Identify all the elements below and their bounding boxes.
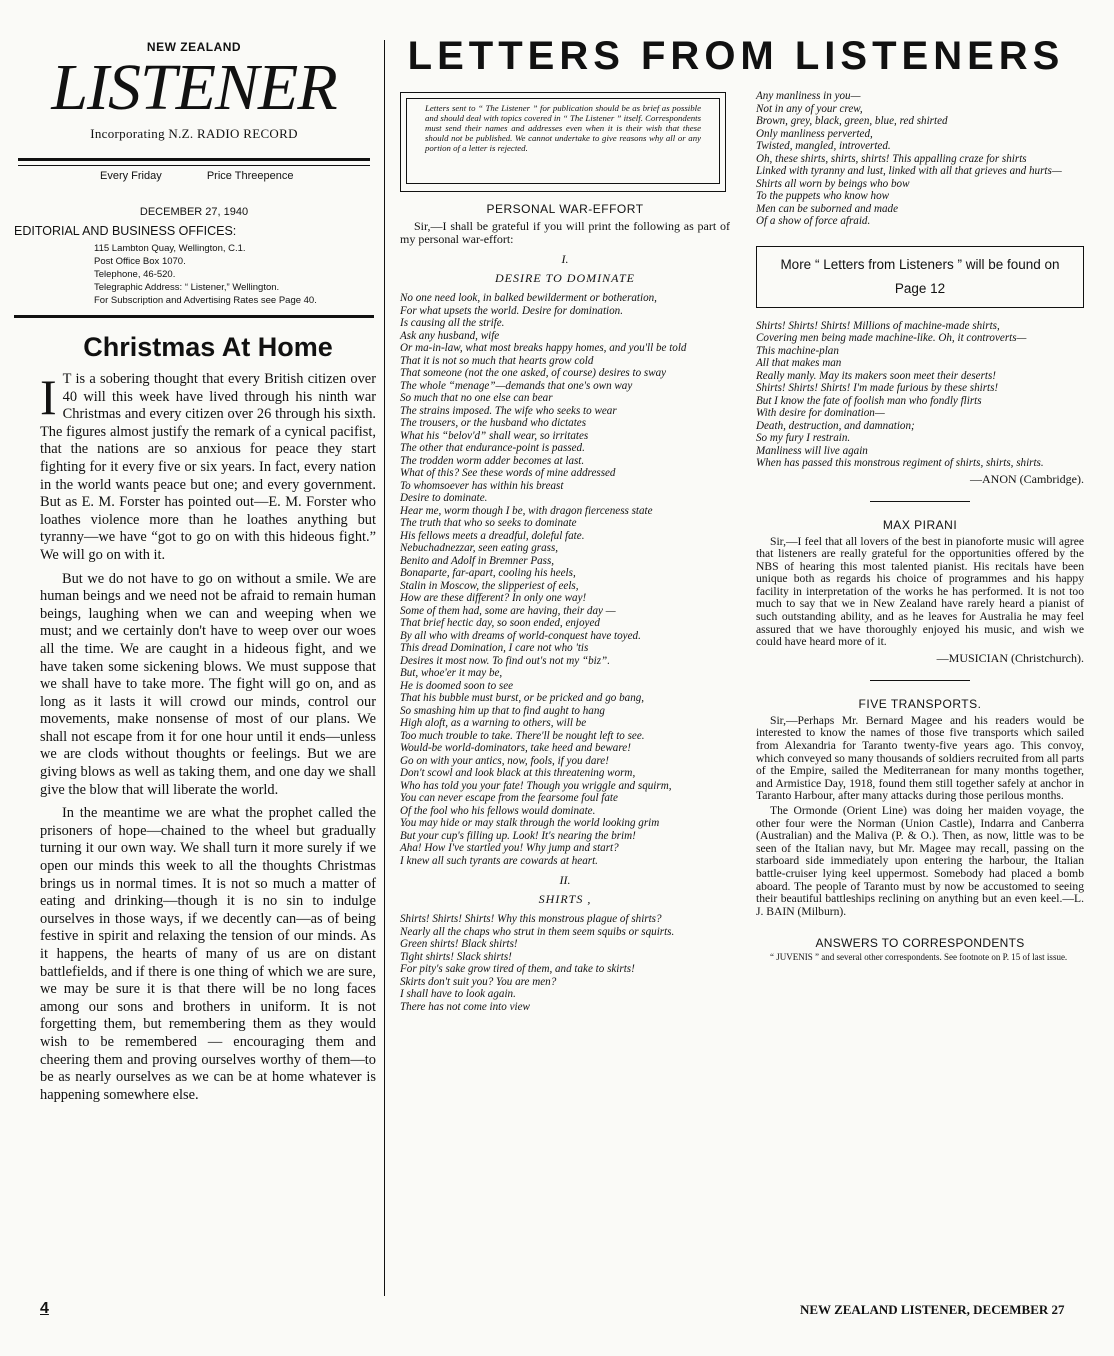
editorial-paragraph: But we do not have to go on without a smile. We are human beings and we need not be afraid to remain human beings, laughing when we can and weeping when we must; and we certainly don't have to weep over our woes all the time. We are caught in a hideous fight, and we have taken some sickening blows. We must suppose that we shall have to take more. The fight will go on, and as long as it lasts it will crowd our minds, control our movements, make nonsense of most of our plans. We shall not escape from it for one hour until it ends—unless we are clods without thoughts or feelings. But we are giving blows as well as taking them, and one day we shall give the blow that will liberate the world. [40,570,376,798]
poem-line: With desire for domination— [756,407,885,419]
poem-line: The trousers, or the husband who dictates [400,417,587,429]
poem-desire-to-dominate [400,292,730,867]
poem-line: So much that no one else can bear [400,392,553,404]
letter-intro: Sir,—I shall be grateful if you will print the following as part of my personal war-effort: [400,219,730,246]
every-friday: Every Friday [100,170,162,182]
letter-signature: —ANON (Cambridge). [970,471,1084,486]
poem-line: Only manliness perverted, [756,127,873,140]
poem-line: You may hide or may stalk through the world looking grim [400,817,660,829]
editorial-paragraph: In the meantime we are what the prophet called the prisoners of hope—chained to the wheel but gradually turning it our own way. We shall turn it more surely if we open our minds this week to all the thoughts Christmas brings us in normal times. It is not so much a matter of eating and drinking—though it is no sin to indulge ourselves in those ways, if we decently can—as of being festive in spirit and relaxing the tension of our minds. As it happens, the hearts of many of us are on distant battlefields, and if there is one thing of which we are sure, we may be sure it is that there will be no long faces among our sons and brothers in uniform. It is not forgetting them, but remembering them as they would wish to be remembered — encouraging them and cheering them and proving ourselves worthy of them—to be as nearly ourselves as we can be at home whatever is happening somewhere else. [40,805,376,1103]
poem-line: Is causing all the strife. [400,317,505,329]
drop-cap: I [40,369,57,425]
poem-line: I knew all such tyrants are cowards at heart. [400,854,598,867]
answers-heading: ANSWERS TO CORRESPONDENTS [815,936,1025,951]
poem-line: Desires it most now. To find out's not my “biz”. [400,654,610,667]
poem-line: For what upsets the world. Desire for domination. [400,304,624,317]
masthead-bottom-rule [14,315,374,318]
poem-line: This dread Domination, I care not who 'tis [400,642,589,654]
poem-line: Men can be suborned and made [756,202,899,215]
poem-line: Death, destruction, and damnation; [756,419,915,432]
poem-line: Desire to dominate. [400,492,488,504]
offices-heading: EDITORIAL AND BUSINESS OFFICES: [14,224,237,238]
poem-line: Really manly. May its makers soon meet their deserts! [756,369,997,382]
notice-box [400,92,726,192]
poem-title: DESIRE TO DOMINATE [495,271,635,285]
poem-line: But, whoe'er it may be, [400,667,503,679]
poem-line: To whomsoever has within his breast [400,479,564,492]
masthead-incorporating: Incorporating N.Z. RADIO RECORD [90,126,298,141]
masthead-title: LISTENER [51,51,337,124]
poem-line: Brown, grey, black, green, blue, red shirted [756,115,948,127]
poem-line: Stalin in Moscow, the slipperiest of eels, [400,579,579,592]
section-number: II. [559,873,571,887]
answers-body: “ JUVENIS ” and several other correspondents. See footnote on P. 15 of last issue. [770,952,1068,963]
poem-line: Not in any of your crew, [756,102,863,115]
letter-signature: —MUSICIAN (Christchurch). [936,650,1084,665]
office-address [14,242,374,307]
poem-line: Nebuchadnezzar, seen eating grass, [400,542,559,554]
poem-line: I shall have to look again. [400,988,516,1000]
masthead-nz: NEW ZEALAND [146,40,242,54]
editorial-title: Christmas At Home [83,332,333,362]
letter-heading: FIVE TRANSPORTS. [858,696,982,711]
poem-line: Linked with tyranny and lust, linked with all that grieves and hurts— [756,165,1062,177]
poem-line: High aloft, as a warning to others, will be [400,717,587,729]
poem-line: Hear me, worm though I be, with dragon fierceness state [400,504,653,517]
poem-line: How are these different? In only one way! [400,592,587,604]
poem-line: This machine-plan [756,344,839,357]
letter-body: The Ormonde (Orient Line) was doing her maiden voyage, the other four were the Norman (Union Castle), Indarra and Canberra (Australian) and the Maliva (P. & O.). Then, as now, little was to be seen of the Italian navy, but Mr. Magee may recall, passing on the starboard side immediately upon entering the harbour, the Italian battle-cruiser lying keel uppermost. Somebody had placed a bomb aboard. The people of Taranto must by now be accustomed to seeing their beautiful battleships reclining on anything but an even keel.—L. J. BAIN (Milburn). [756,804,1084,918]
poem-line: The truth that who so seeks to dominate [400,517,577,529]
address-line: Telegraphic Address: “ Listener,” Wellington. [94,282,280,293]
poem-line: What his “belov'd” shall wear, so irritates [400,429,589,442]
letter-body: Sir,—Perhaps Mr. Bernard Magee and his readers would be interested to know the names of those five transports which sailed from Alexandria for Taranto twenty-five years ago. This convoy, which conveyed so many thousands of soldiers recruited from all parts of the Empire, sailed the Mediterranean for many months together, and Armistice Day, 1918, found them still together safely at anchor in Taranto Harbour, after many attacks during those perilous months. [756,713,1084,803]
poem-line: Or ma-in-law, what most breaks happy homes, and you'll be told [400,342,687,354]
poem-line: That brief hectic day, so soon ended, enjoyed [400,617,600,629]
poem-line: Shirts! Shirts! Shirts! I'm made furious by these shirts! [756,382,999,394]
poem-line: Manliness will live again [756,444,868,457]
poem-line: The strains imposed. The wife who seeks to wear [400,404,617,417]
masthead [14,40,374,318]
poem-line: Nearly all the chaps who strut in them seem squibs or squirts. [400,925,675,938]
poem-line: Ask any husband, wife [400,329,500,342]
poem-line: To the puppets who know how [756,190,890,202]
letters-right-column [756,90,1084,962]
address-line: 115 Lambton Quay, Wellington, C.1. [94,243,246,254]
section-number: I. [561,252,569,266]
page-number: 4 [40,1300,49,1317]
price: Price Threepence [206,170,294,182]
poem-line: Oh, these shirts, shirts, shirts! This appalling craze for shirts [756,152,1027,165]
separator-rule [870,680,970,681]
masthead-publication-line [14,170,374,182]
poem-line: Go on with your antics, now, fools, if you dare! [400,754,609,767]
poem-line: For pity's sake grow tired of them, and take to skirts! [400,963,635,975]
poem-line: Benito and Adolf in Bremner Pass, [400,554,555,567]
letter-heading: MAX PIRANI [882,517,958,532]
issue-date: DECEMBER 27, 1940 [139,206,249,218]
address-line: Post Office Box 1070. [94,256,186,267]
poem-line: Aha! How I've startled you! Why jump and start? [400,842,619,854]
poem-line: So my fury I restrain. [756,432,851,444]
address-line: Telephone, 46-520. [94,269,176,280]
editorial [40,332,376,1104]
poem-line: But your cup's filling up. Look! It's nearing the brim! [400,829,636,842]
poem-line: You can never escape from the fearsome foul fate [400,792,618,804]
poem-line: Any manliness in you— [756,90,861,102]
poem-line: He is doomed soon to see [400,679,514,692]
poem-line: The whole “menage”—demands that one's own way [400,379,633,392]
editorial-paragraph-text: T is a sobering thought that every British citizen over 40 will this week have lived through his ninth war Christmas and every citizen over 26 through his sixth. The figures almost justify the remark of a cynical pacifist, that the nations are so anxious for peace they start fighting for it every five or six years. In fact, every nation in the world wants peace but one; and every government. But as E. M. Forster has pointed out—E. M. Forster who loathes violence more than he loathes anything but tyranny—we have “got to go on with this hideous fight.” We will go on with it. [40,371,376,563]
poem-shirts [400,913,730,1013]
poem-line: When has passed this monstrous regiment of shirts, shirts, shirts. [756,457,1044,469]
poem-line: But I know the fate of foolish man who fondly flirts [756,394,982,407]
poem-line: Twisted, mangled, introverted. [756,140,891,152]
poem-line: That someone (not the one asked, of course) desires to sway [400,367,667,379]
poem-line: Of the fool who his fellows would dominate. [400,804,596,817]
notice-text: Letters sent to “ The Listener ” for publication should be as brief as possible and should deal with topics covered in “ The Listener ” itself. Correspondents must send their names and addresses even when it is their wish that these should not be published. We cannot undertake to give reasons why all or any portion of a letter is rejected. [406,98,720,184]
poem-line: What of this? See these words of mine addressed [400,467,616,479]
poem-line: All that makes man [756,357,842,369]
address-line: For Subscription and Advertising Rates see Page 40. [94,295,317,306]
separator-rule [870,501,970,502]
poem-title: SHIRTS , [538,892,592,906]
editorial-paragraph [40,371,376,565]
poem-line: So smashing him up that to find aught to hang [400,704,605,717]
poem-line: The trodden worm adder becomes at last. [400,454,585,467]
poem-line: No one need look, in balked bewilderment or botheration, [400,292,657,304]
poem-line: Skirts don't suit you? You are men? [400,975,557,988]
poem-line: That it is not so much that hearts grow cold [400,354,594,367]
poem-line: Tight shirts! Slack shirts! [400,950,512,963]
poem-line: Covering men being made machine-like. Oh, it controverts— [756,332,1027,344]
poem-line: Don't scowl and look black at this threatening worm, [400,767,636,779]
poem-line: Shirts! Shirts! Shirts! Millions of machine-made shirts, [756,319,1000,332]
poem-line: Bonaparte, far-apart, cooling his heels, [400,567,576,579]
poem-line: Green shirts! Black shirts! [400,938,518,950]
poem-line: There has not come into view [400,1000,530,1013]
poem-line: Too much trouble to take. There'll be nought left to see. [400,729,645,742]
running-footer: NEW ZEALAND LISTENER, DECEMBER 27 [800,1302,1065,1317]
poem-line: Of a show of force afraid. [756,215,871,227]
column-divider [384,40,385,1296]
letters-title: LETTERS FROM LISTENERS [407,34,1065,78]
poem-line: Some of them had, some are having, their day — [400,604,616,617]
poem-line: Would-be world-dominators, take heed and beware! [400,742,631,754]
letters-middle-column [400,200,730,1013]
poem-shirts-continued [756,90,1084,228]
poem-line: The other that endurance-point is passed. [400,442,585,454]
poem-line: That his bubble must burst, or be pricked and go bang, [400,692,645,704]
poem-line: Shirts! Shirts! Shirts! Why this monstrous plague of shirts? [400,913,662,925]
letter-body: Sir,—I feel that all lovers of the best in pianoforte music will agree that listeners are really grateful for the opportunities offered by the NBS of hearing this most talented pianist. His recitals have been unique both as regards his choice of programmes and his happy facility in interpretation of the works he has performed. It is not too much to say that we in New Zealand have rarely heard a pianist of such outstanding ability, and as he leaves for Australia he may feel assured that we have thoroughly enjoyed his music, and wish we could have heard more of it. [756,534,1084,649]
masthead-rule [18,158,370,161]
letter-heading: PERSONAL WAR-EFFORT [486,202,644,216]
poem-line: Shirts all worn by beings who bow [756,177,910,190]
poem-line: Who has told you your fate! Though you wriggle and squirm, [400,779,672,792]
poem-shirts-end [756,320,1084,470]
masthead-rule-thin [18,165,370,166]
poem-line: By all who with dreams of world-conquest have toyed. [400,629,641,642]
more-letters-callout: More “ Letters from Listeners ” will be found on Page 12 [756,246,1084,308]
poem-line: His fellows meets a dreadful, doleful fate. [400,529,585,542]
